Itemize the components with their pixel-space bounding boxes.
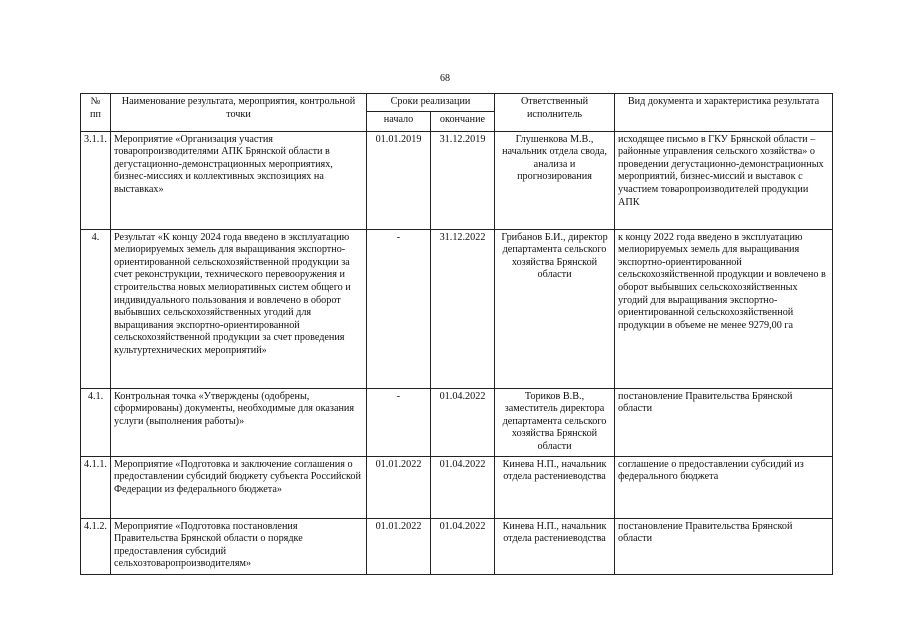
- row-document: исходящее письмо в ГКУ Брянской области – районные управления сельского хозяйства» о проведении дегустационно-демонстрационных мероприятий, бизнес-миссий и выставок с участием товаропроизводителей продукции АПК: [615, 131, 833, 229]
- header-start: начало: [367, 111, 431, 131]
- row-name: Результат «К концу 2024 года введено в эксплуатацию мелиорируемых земель для выращивания экспортно-ориентированной сельскохозяйственной продукции за счет реконструкции, технического перевооружения и строительства новых мелиоративных систем общего и индивидуального пользования и вовлечено в оборот выбывших сельскохозяйственных угодий для выращивания экспортно-ориентированной сельскохозяйственной продукции за счет проведения культуртехнических мероприятий»: [111, 229, 367, 388]
- row-start: 01.01.2019: [367, 131, 431, 229]
- row-start: 01.01.2022: [367, 518, 431, 574]
- page-number: 68: [440, 73, 450, 84]
- row-start: 01.01.2022: [367, 456, 431, 518]
- row-responsible: Кинева Н.П., начальник отдела растениеводства: [495, 456, 615, 518]
- header-document: Вид документа и характеристика результата: [615, 94, 833, 132]
- table-row: [81, 131, 833, 229]
- table-row: [81, 388, 833, 456]
- header-terms: Сроки реализации: [367, 94, 495, 112]
- row-num: 4.1.2.: [81, 518, 111, 574]
- row-name: Мероприятие «Подготовка постановления Правительства Брянской области о порядке предоставления субсидий сельхозтоваропроизводителям»: [111, 518, 367, 574]
- row-name: Мероприятие «Подготовка и заключение соглашения о предоставлении субсидий бюджету субъекта Российской Федерации из федерального бюджета»: [111, 456, 367, 518]
- row-document: к концу 2022 года введено в эксплуатацию мелиорируемых земель для выращивания экспортно-ориентированной сельскохозяйственной продукции и вовлечено в оборот выбывших сельскохозяйственных угодий для выращивания экспортно-ориентированной сельскохозяйственной продукции в объеме не менее 9279,00 га: [615, 229, 833, 388]
- row-num: 4.1.: [81, 388, 111, 456]
- header-num: № пп: [81, 94, 111, 132]
- row-document: соглашение о предоставлении субсидий из федерального бюджета: [615, 456, 833, 518]
- row-num: 4.: [81, 229, 111, 388]
- row-end: 31.12.2019: [431, 131, 495, 229]
- table-row: [81, 229, 833, 388]
- row-name: Контрольная точка «Утверждены (одобрены, сформированы) документы, необходимые для оказания услуги (выполнения работы)»: [111, 388, 367, 456]
- row-end: 31.12.2022: [431, 229, 495, 388]
- header-responsible: Ответственный исполнитель: [495, 94, 615, 132]
- plan-table: [80, 93, 833, 575]
- row-end: 01.04.2022: [431, 388, 495, 456]
- row-num: 3.1.1.: [81, 131, 111, 229]
- header-name: Наименование результата, мероприятия, контрольной точки: [111, 94, 367, 132]
- row-responsible: Глушенкова М.В., начальник отдела свода, анализа и прогнозирования: [495, 131, 615, 229]
- row-start: -: [367, 388, 431, 456]
- row-end: 01.04.2022: [431, 518, 495, 574]
- row-document: постановление Правительства Брянской области: [615, 518, 833, 574]
- row-end: 01.04.2022: [431, 456, 495, 518]
- row-responsible: Кинева Н.П., начальник отдела растениеводства: [495, 518, 615, 574]
- row-responsible: Ториков В.В., заместитель директора департамента сельского хозяйства Брянской области: [495, 388, 615, 456]
- table-row: [81, 456, 833, 518]
- row-document: постановление Правительства Брянской области: [615, 388, 833, 456]
- row-start: -: [367, 229, 431, 388]
- header-end: окончание: [431, 111, 495, 131]
- table-row: [81, 518, 833, 574]
- row-responsible: Грибанов Б.И., директор департамента сельского хозяйства Брянской области: [495, 229, 615, 388]
- row-name: Мероприятие «Организация участия товаропроизводителями АПК Брянской области в дегустационно-демонстрационных мероприятиях, бизнес-миссиях и коллективных экспозициях на выставках»: [111, 131, 367, 229]
- row-num: 4.1.1.: [81, 456, 111, 518]
